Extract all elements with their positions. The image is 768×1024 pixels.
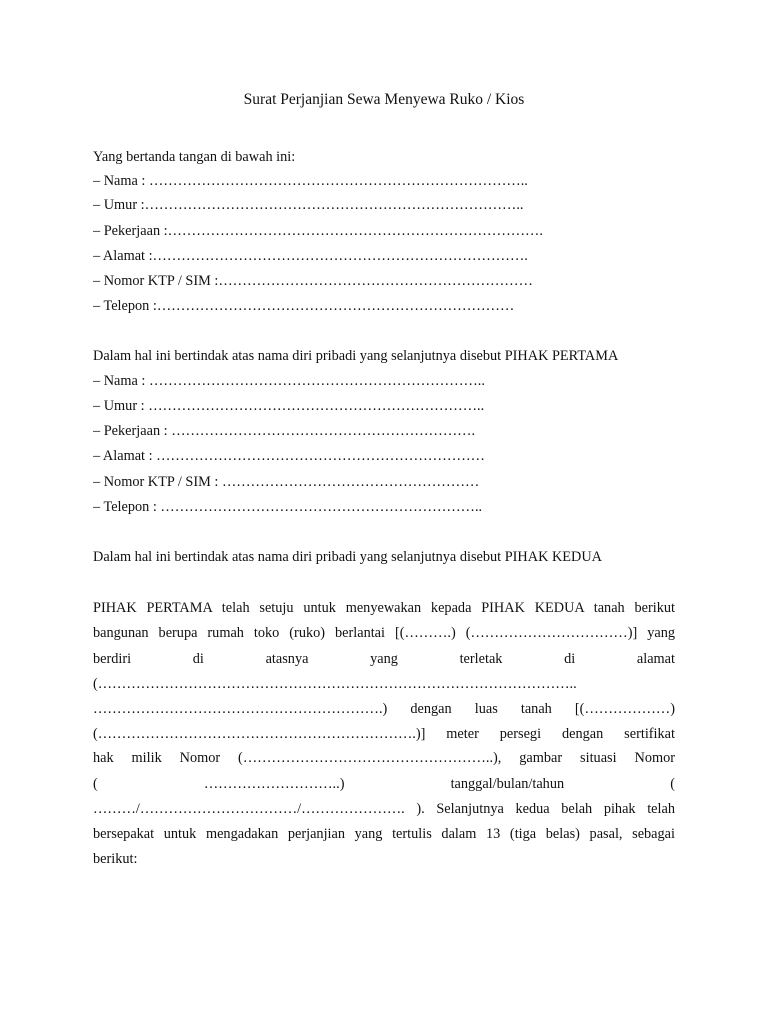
party-field-line: – Pekerjaan : ………………………………………………………. (93, 423, 476, 439)
party-field-line: – Nama : …………………………………………………………….. (93, 373, 485, 389)
agreement-paragraph-line: berdiri di atasnya yang terletak di alamat (93, 651, 675, 667)
identity-field-line: Yang bertanda tangan di bawah ini: (93, 149, 296, 165)
agreement-paragraph-line: ( ………………………..) tanggal/bulan/tahun ( (93, 776, 675, 792)
agreement-paragraph-line: berikut: (93, 851, 138, 867)
agreement-paragraph-line: …………………………………………………….) dengan luas tanah [(………………) (93, 701, 675, 717)
agreement-paragraph-line: bangunan berupa rumah toko (ruko) berlantai [(……….) (……………………………)] yang (93, 625, 675, 641)
identity-field-line: – Telepon :………………………………………………………………… (93, 298, 515, 314)
identity-field-line: – Pekerjaan :……………………………………………………………………. (93, 223, 543, 239)
agreement-paragraph-line: ………/……………………………/…………………. ). Selanjutnya kedua belah pihak telah (93, 801, 675, 817)
party-field-line: – Umur : …………………………………………………………….. (93, 398, 485, 414)
agreement-paragraph-line: PIHAK PERTAMA telah setuju untuk menyewakan kepada PIHAK KEDUA tanah berikut (93, 600, 675, 616)
identity-field-line: – Nomor KTP / SIM :………………………………………………………… (93, 273, 533, 289)
identity-field-line: – Alamat :……………………………………………………………………. (93, 248, 528, 264)
identity-field-line: – Umur :…………………………………………………………………….. (93, 197, 524, 213)
agreement-paragraph-line: (………………………………………………………….)] meter persegi dengan sertifikat (93, 726, 675, 742)
document-title: Surat Perjanjian Sewa Menyewa Ruko / Kios (243, 91, 525, 108)
agreement-paragraph-line: bersepakat untuk mengadakan perjanjian yang tertulis dalam 13 (tiga belas) pasal, sebagai (93, 826, 675, 842)
party-field-line: Dalam hal ini bertindak atas nama diri pribadi yang selanjutnya disebut PIHAK PERTAMA (93, 348, 619, 364)
agreement-paragraph-line: hak milik Nomor (……………………………………………..), gambar situasi Nomor (93, 750, 675, 766)
agreement-paragraph-line: (……………………………………………………………………………………….. (93, 676, 577, 692)
party-field-line: Dalam hal ini bertindak atas nama diri pribadi yang selanjutnya disebut PIHAK KEDUA (93, 549, 603, 565)
identity-field-line: – Nama : …………………………………………………………………….. (93, 173, 528, 189)
party-field-line: – Alamat : …………………………………………………………… (93, 448, 485, 464)
party-field-line: – Telepon : ………………………………………………………….. (93, 499, 483, 515)
party-field-line: – Nomor KTP / SIM : ……………………………………………… (93, 474, 480, 490)
